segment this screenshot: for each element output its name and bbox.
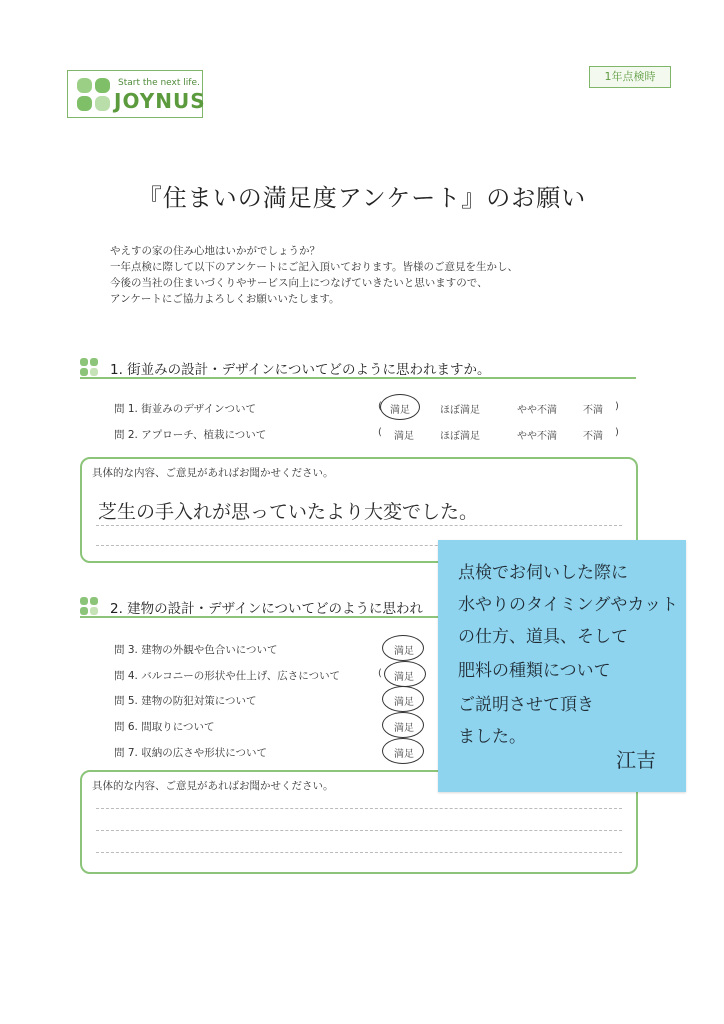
- section-divider: [80, 616, 440, 618]
- q2-option-4[interactable]: 不満: [583, 431, 603, 442]
- dashed-line: [96, 852, 622, 853]
- question-7-label: 問 7. 収納の広さや形状について: [114, 747, 267, 759]
- paren-close: ): [615, 427, 619, 438]
- comment-label: 具体的な内容、ご意見があればお聞かせください。: [92, 780, 334, 792]
- sticky-note-line: ご説明させて頂き: [458, 695, 594, 715]
- q4-option-1[interactable]: 満足: [394, 672, 414, 683]
- intro-line: 今後の当社の住まいづくりやサービス向上につなげていきたいと思いますので、: [110, 277, 488, 289]
- sticky-note-line: 水やりのタイミングやカット: [458, 595, 679, 615]
- q1-option-1[interactable]: 満足: [390, 405, 410, 416]
- intro-line: アンケートにご協力よろしくお願いいたします。: [110, 293, 340, 305]
- section2-title: 2. 建物の設計・デザインについてどのように思われ: [110, 601, 423, 617]
- dashed-line: [96, 808, 622, 809]
- comment-label: 具体的な内容、ご意見があればお聞かせください。: [92, 467, 334, 479]
- sticky-note-line: 肥料の種類について: [458, 661, 611, 681]
- q1-option-2[interactable]: ほぼ満足: [440, 405, 480, 416]
- handwritten-answer: 芝生の手入れが思っていたより大変でした。: [98, 501, 479, 523]
- q1-option-3[interactable]: やや不満: [517, 405, 557, 416]
- question-2-label: 問 2. アプローチ、植栽について: [114, 429, 267, 441]
- q2-option-2[interactable]: ほぼ満足: [440, 431, 480, 442]
- sticky-note-signature: 江吉: [616, 748, 656, 772]
- section-divider: [80, 377, 636, 379]
- clover-bullet-icon: [80, 358, 98, 376]
- dashed-line: [96, 830, 622, 831]
- question-3-label: 問 3. 建物の外観や色合いについて: [114, 644, 278, 656]
- inspection-badge: 1年点検時: [589, 66, 671, 88]
- sticky-note-line: ました。: [458, 727, 526, 747]
- page-title: 『住まいの満足度アンケート』のお願い: [137, 184, 587, 212]
- paren-close: ): [615, 401, 619, 412]
- logo-tagline: Start the next life.: [118, 78, 200, 88]
- sticky-note-line: 点検でお伺いした際に: [458, 563, 628, 583]
- question-1-label: 問 1. 街並みのデザインついて: [114, 403, 256, 415]
- clover-logo-icon: [76, 77, 112, 113]
- clover-bullet-icon: [80, 597, 98, 615]
- section1-title: 1. 街並みの設計・デザインについてどのように思われますか。: [110, 362, 491, 378]
- paren-open: (: [378, 401, 382, 412]
- paren-open: (: [378, 668, 382, 679]
- sticky-note-line: の仕方、道具、そして: [458, 627, 628, 647]
- q2-option-1[interactable]: 満足: [394, 431, 414, 442]
- q7-option-1[interactable]: 満足: [394, 749, 414, 760]
- dashed-line: [96, 525, 622, 526]
- intro-line: 一年点検に際して以下のアンケートにご記入頂いております。皆様のご意見を生かし、: [110, 261, 519, 273]
- company-logo: [67, 70, 206, 118]
- q3-option-1[interactable]: 満足: [394, 646, 414, 657]
- q5-option-1[interactable]: 満足: [394, 697, 414, 708]
- paren-open: (: [378, 427, 382, 438]
- question-6-label: 問 6. 間取りについて: [114, 721, 215, 733]
- intro-line: やえすの家の住み心地はいかがでしょうか？: [110, 245, 320, 257]
- question-4-label: 問 4. バルコニーの形状や仕上げ、広さについて: [114, 670, 341, 682]
- q6-option-1[interactable]: 満足: [394, 723, 414, 734]
- question-5-label: 問 5. 建物の防犯対策について: [114, 695, 257, 707]
- q2-option-3[interactable]: やや不満: [517, 431, 557, 442]
- q1-option-4[interactable]: 不満: [583, 405, 603, 416]
- sticky-note: [438, 540, 686, 792]
- logo-brand: JOYNUS: [114, 89, 206, 113]
- section1-heading: [80, 357, 635, 377]
